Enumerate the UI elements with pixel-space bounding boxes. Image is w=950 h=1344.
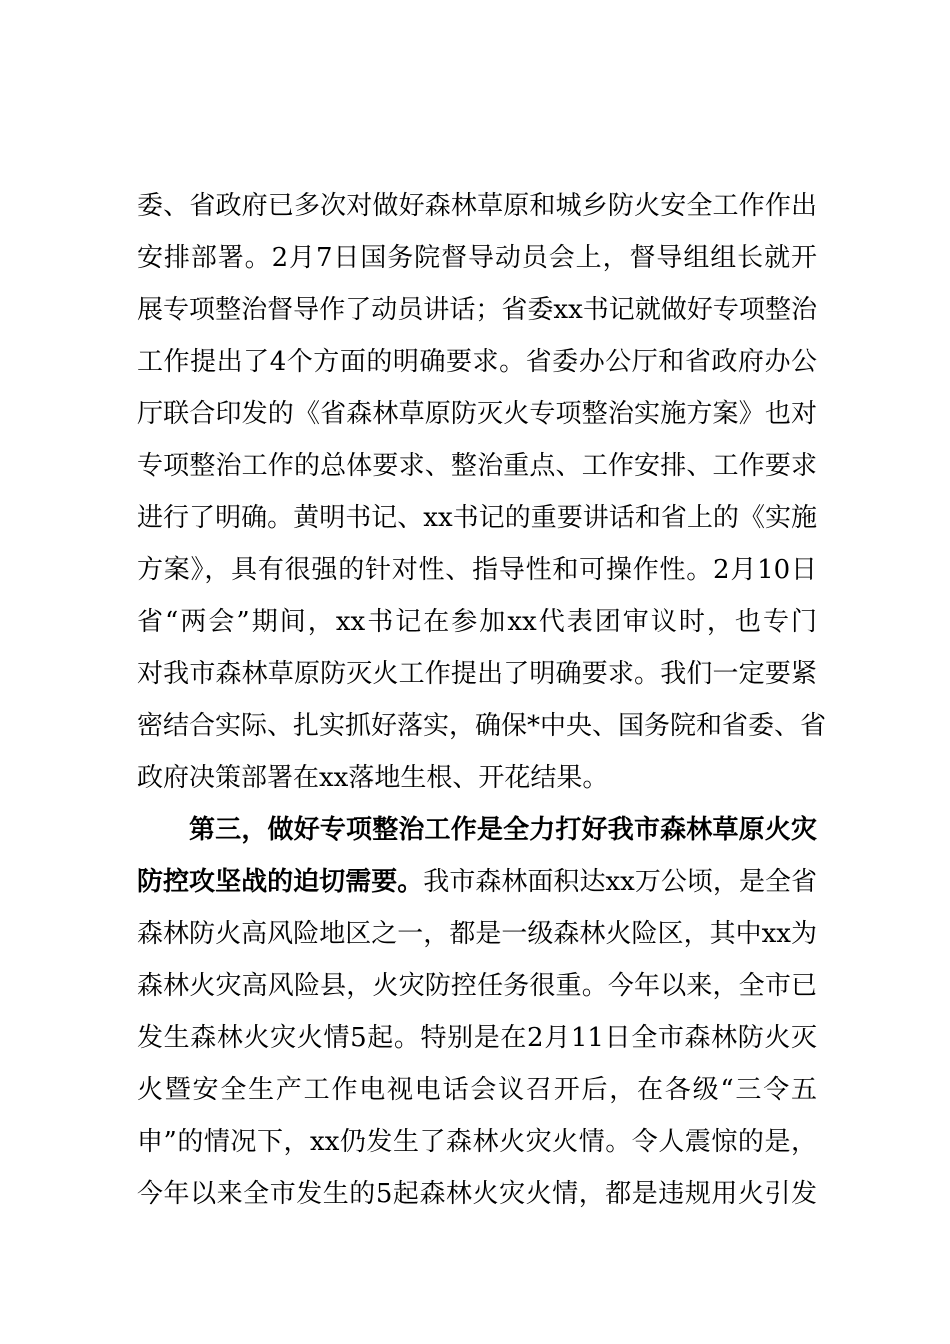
- text-line: 工作提出了4个方面的明确要求。省委办公厅和省政府办公: [137, 347, 817, 377]
- text-line: [137, 856, 817, 908]
- text-line: 申”的情况下，xx仍发生了森林火灾火情。令人震惊的是，: [137, 1127, 817, 1157]
- paragraph-1: [137, 180, 827, 804]
- text-line: 安排部署。2月7日国务院督导动员会上，督导组组长就开: [137, 243, 817, 273]
- text-line: 进行了明确。黄明书记、xx书记的重要讲话和省上的《实施: [137, 503, 817, 533]
- text-line: 密结合实际、扎实抓好落实，确保*中央、国务院和省委、省: [137, 711, 827, 741]
- text-line: 厅联合印发的《省森林草原防灭火专项整治实施方案》也对: [137, 399, 817, 429]
- text-line: 森林火灾高风险县，火灾防控任务很重。今年以来，全市已: [137, 971, 817, 1001]
- text-line: 委、省政府已多次对做好森林草原和城乡防火安全工作作出: [137, 191, 817, 221]
- paragraph-heading-line: 第三，做好专项整治工作是全力打好我市森林草原火灾: [189, 815, 817, 845]
- text-line: 展专项整治督导作了动员讲话；省委xx书记就做好专项整治: [137, 295, 817, 325]
- document-body: [137, 180, 827, 1220]
- text-span: 我市森林面积达xx万公顷，是全省: [423, 867, 817, 897]
- text-line: 火暨安全生产工作电视电话会议召开后，在各级“三令五: [137, 1075, 817, 1105]
- text-line: 方案》，具有很强的针对性、指导性和可操作性。2月10日: [137, 555, 817, 585]
- paragraph-heading-tail: 防控攻坚战的迫切需要。: [137, 867, 424, 897]
- text-line: 专项整治工作的总体要求、整治重点、工作安排、工作要求: [137, 451, 817, 481]
- text-line: 森林防火高风险地区之一，都是一级森林火险区，其中xx为: [137, 919, 817, 949]
- text-line: 对我市森林草原防灭火工作提出了明确要求。我们一定要紧: [137, 659, 817, 689]
- text-line: 今年以来全市发生的5起森林火灾火情，都是违规用火引发: [137, 1179, 817, 1209]
- text-line: 省“两会”期间，xx书记在参加xx代表团审议时，也专门: [137, 607, 817, 637]
- paragraph-2: [137, 804, 817, 1220]
- text-line: 政府决策部署在xx落地生根、开花结果。: [137, 763, 609, 793]
- text-line: 发生森林火灾火情5起。特别是在2月11日全市森林防火灭: [137, 1023, 817, 1053]
